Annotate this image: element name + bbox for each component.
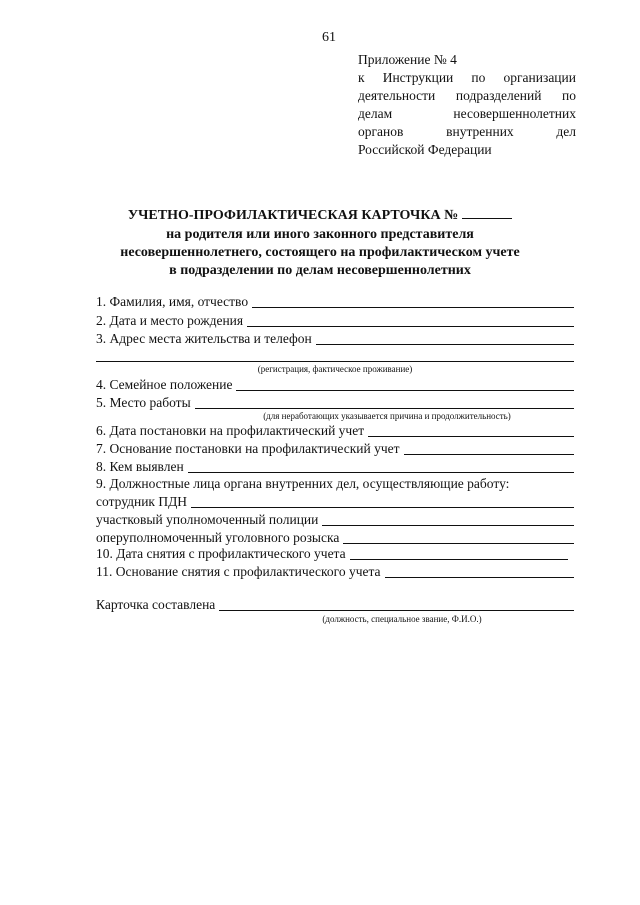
- fill-line: [385, 576, 574, 578]
- field-label: 7. Основание постановки на профилактический учет: [96, 441, 400, 456]
- fill-line: [247, 325, 574, 327]
- field-officials-heading: 9. Должностные лица органа внутренних дел, осуществляющие работу:: [96, 476, 510, 491]
- field-address-phone: [96, 331, 574, 347]
- appendix-line: к Инструкции по организации: [358, 70, 576, 85]
- fill-line: [219, 609, 574, 611]
- fill-line: [195, 407, 574, 409]
- field-workplace: [96, 395, 574, 411]
- fill-line: [350, 558, 568, 560]
- field-birth-date-place: [96, 313, 574, 329]
- fill-line: [404, 453, 574, 455]
- appendix-line: деятельности подразделений по: [358, 88, 576, 103]
- fill-line: [368, 435, 574, 437]
- field-caption: (для неработающих указывается причина и продолжительность): [263, 411, 511, 421]
- field-label: 1. Фамилия, имя, отчество: [96, 294, 249, 309]
- field-label: 3. Адрес места жительства и телефон: [96, 331, 312, 346]
- field-removal-reason: [96, 564, 574, 580]
- appendix-title: Приложение № 4: [358, 52, 457, 67]
- field-label: 10. Дата снятия с профилактического учета: [96, 546, 346, 561]
- field-label: 2. Дата и место рождения: [96, 313, 244, 328]
- field-label: 11. Основание снятия с профилактического учета: [96, 564, 381, 579]
- fill-line: [316, 343, 574, 345]
- card-subtitle: в подразделении по делам несовершеннолетних: [169, 263, 471, 278]
- field-removal-date: [96, 546, 568, 562]
- appendix-line: Российской Федерации: [358, 142, 492, 157]
- card-title: УЧЕТНО-ПРОФИЛАКТИЧЕСКАЯ КАРТОЧКА №: [127, 208, 459, 223]
- field-detected-by: [96, 459, 574, 475]
- fill-line: [322, 524, 574, 526]
- fill-line: [343, 542, 574, 544]
- field-district-officer: [96, 512, 574, 528]
- appendix-line: делам несовершеннолетних: [358, 106, 576, 121]
- field-criminal-investigator: [96, 530, 574, 546]
- field-compiled-by: [96, 597, 574, 613]
- fill-line: [96, 361, 574, 362]
- field-caption: (регистрация, фактическое проживание): [257, 364, 413, 374]
- page-number: 61: [322, 30, 336, 45]
- field-registration-reason: [96, 441, 574, 457]
- field-full-name: [96, 294, 574, 310]
- appendix-line: органов внутренних дел: [358, 124, 576, 139]
- card-subtitle: на родителя или иного законного представителя: [166, 227, 474, 242]
- fill-line: [252, 306, 574, 308]
- fill-line: [188, 471, 574, 473]
- field-label: 4. Семейное положение: [96, 377, 233, 392]
- field-label: сотрудник ПДН: [96, 494, 188, 509]
- field-caption: (должность, специальное звание, Ф.И.О.): [322, 614, 482, 624]
- fill-line: [236, 389, 574, 391]
- field-registration-date: [96, 423, 574, 439]
- card-number-blank: [462, 206, 512, 219]
- field-label: оперуполномоченный уголовного розыска: [96, 530, 340, 545]
- field-label: Карточка составлена: [96, 597, 216, 612]
- field-label: 6. Дата постановки на профилактический учет: [96, 423, 365, 438]
- field-label: 8. Кем выявлен: [96, 459, 184, 474]
- field-label: 5. Место работы: [96, 395, 191, 410]
- field-label: участковый уполномоченный полиции: [96, 512, 319, 527]
- field-marital-status: [96, 377, 574, 393]
- card-subtitle: несовершеннолетнего, состоящего на профилактическом учете: [120, 245, 520, 260]
- field-pdn-officer: [96, 494, 574, 510]
- fill-line: [191, 506, 574, 508]
